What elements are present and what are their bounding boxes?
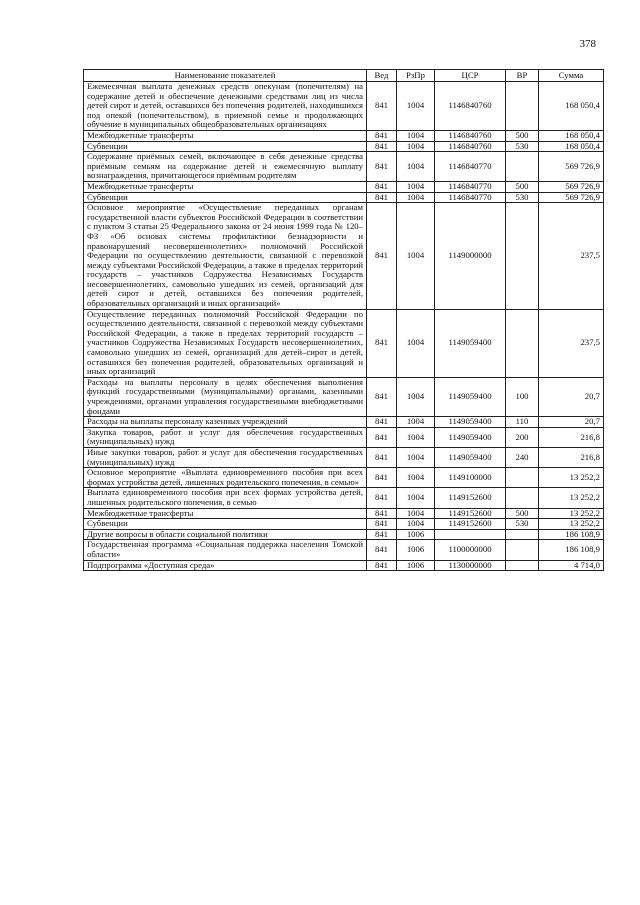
row-csr: 1149059400 <box>435 309 506 377</box>
row-vr <box>506 529 539 540</box>
row-csr <box>435 529 506 540</box>
row-rzpr: 1004 <box>397 203 435 310</box>
row-vr: 110 <box>506 417 539 428</box>
row-rzpr: 1004 <box>397 417 435 428</box>
row-sum: 13 252,2 <box>539 488 604 508</box>
row-vr: 530 <box>506 192 539 203</box>
table-row <box>84 309 604 377</box>
row-rzpr: 1004 <box>397 427 435 447</box>
row-vr <box>506 540 539 560</box>
row-rzpr: 1006 <box>397 529 435 540</box>
row-ved: 841 <box>367 447 397 467</box>
row-sum: 13 252,2 <box>539 468 604 488</box>
row-ved: 841 <box>367 427 397 447</box>
row-name: Расходы на выплаты персоналу в целях обеспечения выполнения функций государственными (муниципальными) органами, казенными учреждениями, органами управления государственными внебюджетными фондами <box>84 377 367 416</box>
row-ved: 841 <box>367 488 397 508</box>
row-sum: 569 726,9 <box>539 192 604 203</box>
row-sum: 216,8 <box>539 427 604 447</box>
table-row <box>84 508 604 519</box>
table-row <box>84 468 604 488</box>
row-csr: 1146840770 <box>435 181 506 192</box>
table-row <box>84 203 604 310</box>
header-name: Наименование показателей <box>84 70 367 82</box>
row-csr: 1146840760 <box>435 82 506 131</box>
row-sum: 168 050,4 <box>539 130 604 141</box>
table-row <box>84 560 604 571</box>
row-rzpr: 1004 <box>397 519 435 530</box>
row-name: Ежемесячная выплата денежных средств опекунам (попечителям) на содержание детей и обеспечение денежными средствами лиц из числа детей сирот и детей, оставшихся без попечения родителей, находившихся под опекой (попечительством), в приемной семье и продолжающих обучение в муниципальных общеобразовательных организациях <box>84 82 367 131</box>
row-ved: 841 <box>367 152 397 182</box>
row-csr: 1149059400 <box>435 377 506 416</box>
row-vr: 100 <box>506 377 539 416</box>
budget-table <box>83 69 604 571</box>
header-vr: ВР <box>506 70 539 82</box>
table-row <box>84 427 604 447</box>
row-name: Расходы на выплаты персоналу казенных учреждений <box>84 417 367 428</box>
row-ved: 841 <box>367 468 397 488</box>
row-name: Государственная программа «Социальная поддержка населения Томской области» <box>84 540 367 560</box>
table-row <box>84 181 604 192</box>
row-sum: 13 252,2 <box>539 508 604 519</box>
row-csr: 1149100000 <box>435 468 506 488</box>
page-number: 378 <box>579 38 596 50</box>
row-csr: 1149059400 <box>435 427 506 447</box>
row-name: Субвенции <box>84 192 367 203</box>
header-sum: Сумма <box>539 70 604 82</box>
row-rzpr: 1006 <box>397 560 435 571</box>
row-ved: 841 <box>367 192 397 203</box>
row-rzpr: 1006 <box>397 540 435 560</box>
table-row <box>84 529 604 540</box>
row-csr: 1146840770 <box>435 192 506 203</box>
row-csr: 1149152600 <box>435 508 506 519</box>
row-rzpr: 1004 <box>397 377 435 416</box>
row-vr <box>506 82 539 131</box>
row-ved: 841 <box>367 417 397 428</box>
row-vr: 500 <box>506 508 539 519</box>
table-header-row <box>84 70 604 82</box>
row-vr: 500 <box>506 181 539 192</box>
row-rzpr: 1004 <box>397 130 435 141</box>
row-ved: 841 <box>367 203 397 310</box>
row-ved: 841 <box>367 130 397 141</box>
table-row <box>84 192 604 203</box>
row-name: Иные закупки товаров, работ и услуг для обеспечения государственных (муниципальных) нужд <box>84 447 367 467</box>
row-vr <box>506 560 539 571</box>
row-name: Содержание приёмных семей, включающее в себя денежные средства приёмным семьям на содержание детей и ежемесячную выплату вознаграждения, причитающегося приёмным родителям <box>84 152 367 182</box>
row-rzpr: 1004 <box>397 468 435 488</box>
table-row <box>84 152 604 182</box>
row-rzpr: 1004 <box>397 447 435 467</box>
row-vr <box>506 488 539 508</box>
row-vr <box>506 468 539 488</box>
row-sum: 4 714,0 <box>539 560 604 571</box>
row-sum: 569 726,9 <box>539 152 604 182</box>
table-row <box>84 488 604 508</box>
row-ved: 841 <box>367 309 397 377</box>
row-name: Осуществление переданных полномочий Российской Федерации по осуществлению деятельности, связанной с перевозкой между субъектами Российской Федерации, а также в пределах территорий государств – участников Содружества Независимых Государств несовершеннолетних, самовольно ушедших из семей, организаций для детей–сирот и детей, оставшихся без попечения родителей, образовательных организаций и иных организаций <box>84 309 367 377</box>
row-name: Выплата единовременного пособия при всех формах устройства детей, лишенных родительского попечения, в семью <box>84 488 367 508</box>
row-rzpr: 1004 <box>397 488 435 508</box>
row-csr: 1146840770 <box>435 152 506 182</box>
row-sum: 186 108,9 <box>539 529 604 540</box>
row-name: Другие вопросы в области социальной политики <box>84 529 367 540</box>
row-sum: 237,5 <box>539 203 604 310</box>
row-sum: 186 108,9 <box>539 540 604 560</box>
row-sum: 168 050,4 <box>539 82 604 131</box>
table-row <box>84 141 604 152</box>
row-csr: 1149059400 <box>435 447 506 467</box>
row-ved: 841 <box>367 508 397 519</box>
header-csr: ЦСР <box>435 70 506 82</box>
table-row <box>84 377 604 416</box>
row-rzpr: 1004 <box>397 181 435 192</box>
row-name: Основное мероприятие «Выплата единовременного пособия при всех формах устройства детей, лишенных родительского попечения, в семью» <box>84 468 367 488</box>
row-csr: 1146840760 <box>435 130 506 141</box>
row-ved: 841 <box>367 540 397 560</box>
row-name: Межбюджетные трансферты <box>84 508 367 519</box>
row-rzpr: 1004 <box>397 309 435 377</box>
row-csr: 1149152600 <box>435 488 506 508</box>
row-vr: 530 <box>506 519 539 530</box>
row-vr <box>506 309 539 377</box>
row-csr: 1130000000 <box>435 560 506 571</box>
table-row <box>84 447 604 467</box>
row-ved: 841 <box>367 560 397 571</box>
table-row <box>84 82 604 131</box>
row-sum: 237,5 <box>539 309 604 377</box>
row-sum: 216,8 <box>539 447 604 467</box>
row-ved: 841 <box>367 529 397 540</box>
row-sum: 168 050,4 <box>539 141 604 152</box>
row-sum: 20,7 <box>539 417 604 428</box>
header-ved: Вед <box>367 70 397 82</box>
row-rzpr: 1004 <box>397 152 435 182</box>
row-name: Закупка товаров, работ и услуг для обеспечения государственных (муниципальных) нужд <box>84 427 367 447</box>
row-name: Межбюджетные трансферты <box>84 181 367 192</box>
row-csr: 1100000000 <box>435 540 506 560</box>
row-sum: 13 252,2 <box>539 519 604 530</box>
row-ved: 841 <box>367 181 397 192</box>
row-vr <box>506 152 539 182</box>
table-row <box>84 519 604 530</box>
row-rzpr: 1004 <box>397 141 435 152</box>
table-row <box>84 540 604 560</box>
row-csr: 1149000000 <box>435 203 506 310</box>
row-ved: 841 <box>367 377 397 416</box>
row-ved: 841 <box>367 141 397 152</box>
row-name: Субвенции <box>84 519 367 530</box>
row-sum: 20,7 <box>539 377 604 416</box>
row-vr <box>506 203 539 310</box>
row-vr: 530 <box>506 141 539 152</box>
row-name: Подпрограмма «Доступная среда» <box>84 560 367 571</box>
row-name: Межбюджетные трансферты <box>84 130 367 141</box>
row-rzpr: 1004 <box>397 192 435 203</box>
row-csr: 1146840760 <box>435 141 506 152</box>
row-rzpr: 1004 <box>397 508 435 519</box>
row-ved: 841 <box>367 519 397 530</box>
row-name: Субвенции <box>84 141 367 152</box>
row-ved: 841 <box>367 82 397 131</box>
row-csr: 1149059400 <box>435 417 506 428</box>
table-row <box>84 417 604 428</box>
row-csr: 1149152600 <box>435 519 506 530</box>
header-rzpr: РзПр <box>397 70 435 82</box>
row-name: Основное мероприятие «Осуществление переданных органам государственной власти субъектов Российской Федерации в соответствии с пунктом 3 статьи 25 Федерального закона от 24 июня 1999 года № 120–ФЗ «Об основах системы профилактики безнадзорности и правонарушений несовершеннолетних» полномочий Российской Федерации по осуществлению деятельности, связанной с перевозкой между субъектами Российской Федерации, а также в пределах территорий государств – участников Содружества Независимых Государств несовершеннолетних, самовольно ушедших из семей, организаций для детей сирот и детей, оставшихся без попечения родителей, образовательных организаций и иных организаций» <box>84 203 367 310</box>
table-row <box>84 130 604 141</box>
row-vr: 200 <box>506 427 539 447</box>
row-vr: 500 <box>506 130 539 141</box>
row-vr: 240 <box>506 447 539 467</box>
row-rzpr: 1004 <box>397 82 435 131</box>
row-sum: 569 726,9 <box>539 181 604 192</box>
